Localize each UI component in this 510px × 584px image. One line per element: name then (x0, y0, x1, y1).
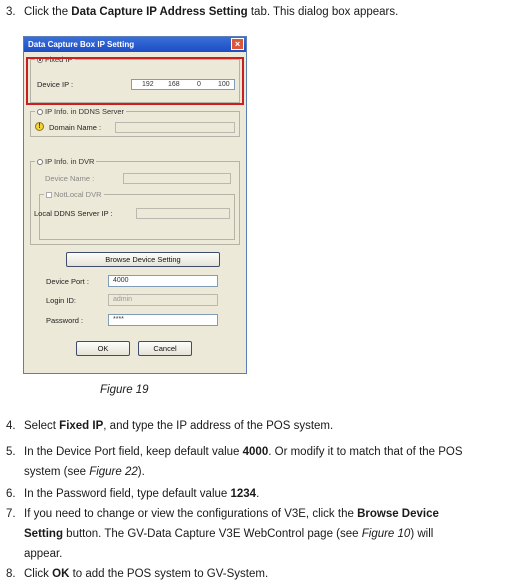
dvr-radio[interactable]: IP Info. in DVR (35, 157, 96, 166)
step-6: 6. In the Password field, type default value 1234. (6, 488, 260, 500)
step-5-line-2: system (see Figure 22). (24, 466, 145, 478)
device-ip-label: Device IP : (37, 80, 74, 89)
step-7-line-2: Setting button. The GV-Data Capture V3E WebControl page (see Figure 10) will (24, 528, 434, 540)
password-input[interactable]: **** (108, 314, 218, 326)
not-local-dvr-checkbox[interactable]: NotLocal DVR (44, 190, 104, 199)
device-port-input[interactable]: 4000 (108, 275, 218, 287)
step-7-line-3: appear. (24, 548, 63, 560)
cancel-button[interactable]: Cancel (138, 341, 192, 356)
radio-icon (37, 159, 43, 165)
login-id-label: Login ID: (46, 296, 77, 305)
ip-octet-3: 0 (197, 81, 201, 88)
checkbox-icon (46, 192, 52, 198)
ip-octet-4: 100 (218, 81, 230, 88)
ip-setting-dialog (23, 36, 247, 374)
close-icon[interactable]: × (231, 38, 244, 50)
ip-octet-2: 168 (168, 81, 180, 88)
login-id-input[interactable]: admin (108, 294, 218, 306)
radio-icon (37, 109, 43, 115)
browse-device-setting-button[interactable]: Browse Device Setting (66, 252, 220, 267)
local-ddns-input[interactable] (136, 208, 230, 219)
warning-icon: ! (35, 122, 44, 131)
step-7: 7. If you need to change or view the configurations of V3E, click the Browse Device (6, 508, 439, 520)
device-port-label: Device Port : (46, 277, 89, 286)
domain-name-input[interactable] (115, 122, 235, 133)
ddns-radio[interactable]: IP Info. in DDNS Server (35, 107, 126, 116)
password-label: Password : (46, 316, 84, 325)
step-4: 4. Select Fixed IP, and type the IP address of the POS system. (6, 420, 334, 432)
device-name-input[interactable] (123, 173, 231, 184)
ip-octet-1: 192 (142, 81, 154, 88)
fixed-ip-radio[interactable]: Fixed IP (35, 55, 75, 64)
dialog-titlebar (24, 37, 246, 52)
dialog-title: Data Capture Box IP Setting (28, 40, 135, 49)
red-highlight-box (26, 57, 244, 105)
step-8: 8. Click OK to add the POS system to GV-System. (6, 568, 269, 580)
domain-name-label: Domain Name : (49, 123, 102, 132)
figure-caption: Figure 19 (100, 384, 149, 396)
not-local-dvr-group (34, 190, 235, 240)
step-3: 3. Click the Data Capture IP Address Setting tab. This dialog box appears. (6, 6, 399, 18)
ok-button[interactable]: OK (76, 341, 130, 356)
ddns-group (30, 107, 240, 137)
device-name-label: Device Name : (45, 174, 95, 183)
local-ddns-label: Local DDNS Server IP : (34, 209, 113, 218)
step-5: 5. In the Device Port field, keep default value 4000. Or modify it to match that of the POS (6, 446, 463, 458)
dvr-group (30, 157, 240, 245)
